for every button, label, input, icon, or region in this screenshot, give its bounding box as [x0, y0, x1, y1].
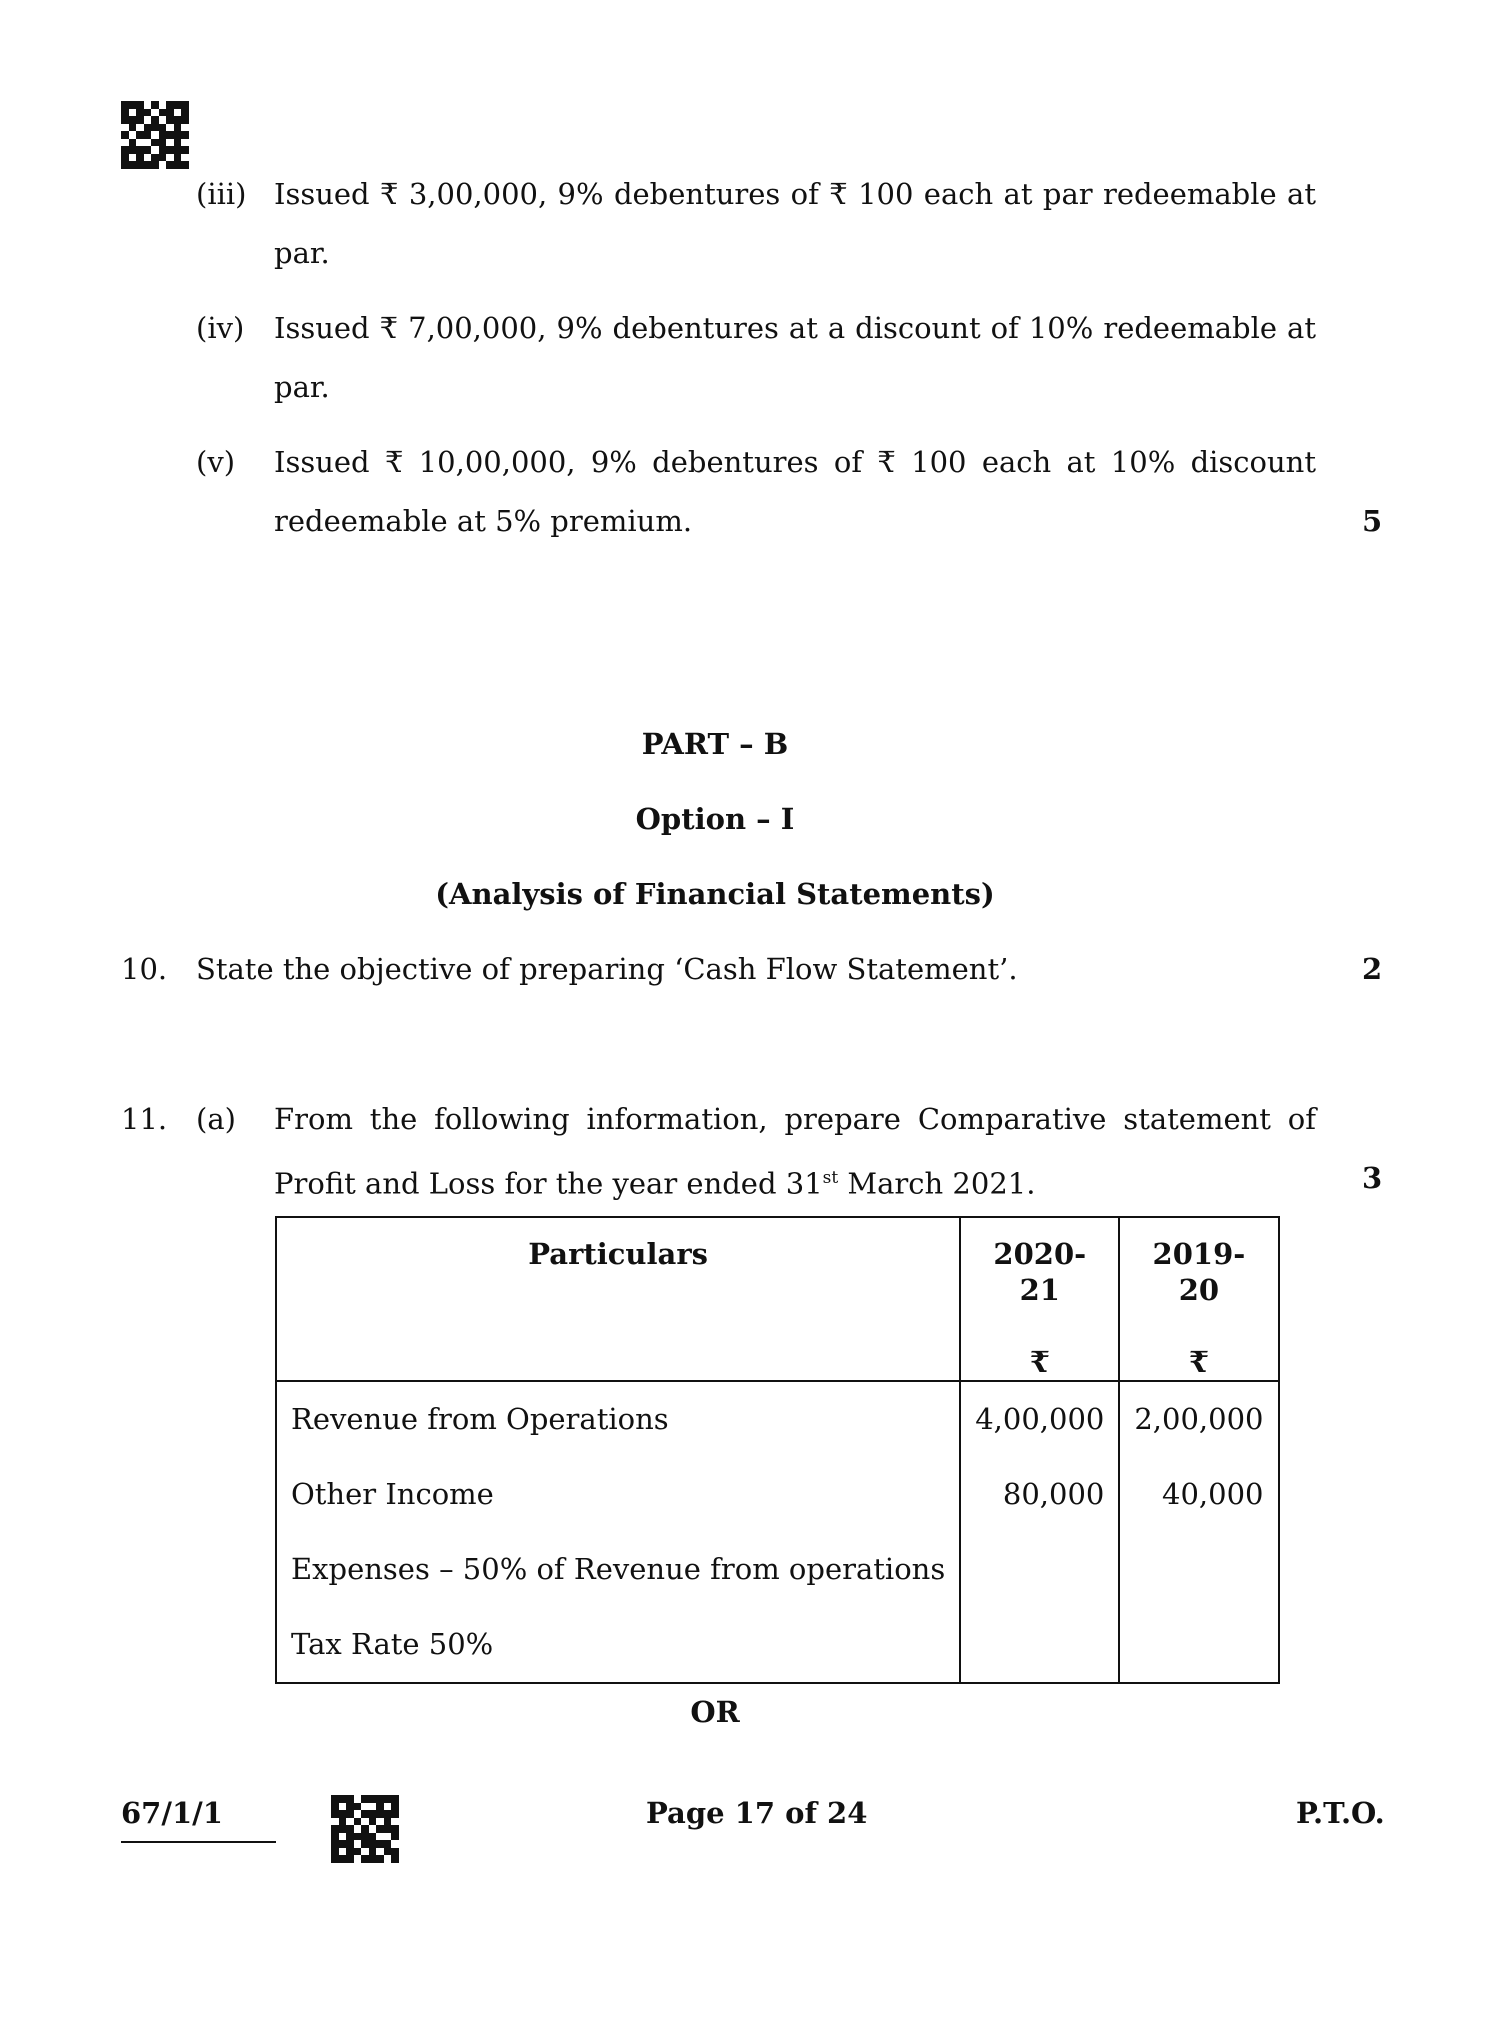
row-value: 80,000 — [960, 1457, 1119, 1532]
table-row — [276, 1532, 1279, 1607]
row-label: Revenue from Operations — [276, 1381, 960, 1457]
marks: 3 — [1362, 1161, 1383, 1195]
qr-code-icon — [331, 1795, 399, 1863]
item-text-line: Issued ₹ 10,00,000, 9% debentures of ₹ 100 each at 10% discount — [274, 445, 1316, 479]
row-label: Other Income — [276, 1457, 960, 1532]
question-text — [274, 1160, 1035, 1202]
marks: 5 — [1362, 504, 1383, 538]
question-number: 11. — [121, 1102, 168, 1136]
question-text: State the objective of preparing ‘Cash Flow Statement’. — [196, 952, 1018, 986]
marks: 2 — [1362, 952, 1383, 986]
item-number: (iv) — [196, 311, 245, 345]
header-label: 2020-21 — [993, 1237, 1087, 1307]
question-text-part: Profit and Loss for the year ended 31 — [274, 1166, 823, 1201]
row-value — [960, 1607, 1119, 1683]
table-row — [276, 1457, 1279, 1532]
part-title: PART – B — [641, 727, 789, 761]
question-number: 10. — [121, 952, 168, 986]
row-value: 4,00,000 — [960, 1381, 1119, 1457]
table-header-row — [276, 1217, 1279, 1381]
header-particulars — [276, 1217, 960, 1381]
row-value — [1119, 1532, 1278, 1607]
row-value: 40,000 — [1119, 1457, 1278, 1532]
or-divider: OR — [690, 1695, 740, 1729]
table-row — [276, 1607, 1279, 1683]
rupee-symbol: ₹ — [1188, 1345, 1210, 1379]
item-text-line: Issued ₹ 3,00,000, 9% debentures of ₹ 100 each at par redeemable at — [274, 177, 1316, 211]
sub-question-label: (a) — [196, 1102, 236, 1136]
item-number: (v) — [196, 445, 236, 479]
table-row — [276, 1381, 1279, 1457]
paper-code-underline — [121, 1841, 276, 1843]
item-text-line: par. — [274, 370, 330, 404]
header-label: 2019-20 — [1152, 1237, 1246, 1307]
header-year — [1119, 1217, 1278, 1381]
superscript: st — [822, 1168, 839, 1188]
pto-label: P.T.O. — [1296, 1796, 1385, 1830]
rupee-symbol: ₹ — [1029, 1345, 1050, 1379]
question-text-part: March 2021. — [838, 1166, 1036, 1201]
row-value — [960, 1532, 1119, 1607]
option-title: Option – I — [635, 802, 795, 836]
item-text-line: Issued ₹ 7,00,000, 9% debentures at a discount of 10% redeemable at — [274, 311, 1316, 345]
row-value: 2,00,000 — [1119, 1381, 1278, 1457]
row-label: Tax Rate 50% — [276, 1607, 960, 1683]
header-year — [960, 1217, 1119, 1381]
item-text-line: redeemable at 5% premium. — [274, 504, 693, 538]
header-label: Particulars — [528, 1237, 708, 1271]
row-label: Expenses – 50% of Revenue from operations — [276, 1532, 960, 1607]
row-value — [1119, 1607, 1278, 1683]
item-text-line: par. — [274, 236, 330, 270]
section-title: (Analysis of Financial Statements) — [435, 877, 995, 911]
item-number: (iii) — [196, 177, 247, 211]
paper-code: 67/1/1 — [121, 1796, 223, 1830]
page-number: Page 17 of 24 — [646, 1796, 868, 1830]
question-text: From the following information, prepare Comparative statement of — [274, 1102, 1316, 1136]
qr-code-icon — [121, 101, 189, 169]
comparative-table — [275, 1216, 1280, 1684]
